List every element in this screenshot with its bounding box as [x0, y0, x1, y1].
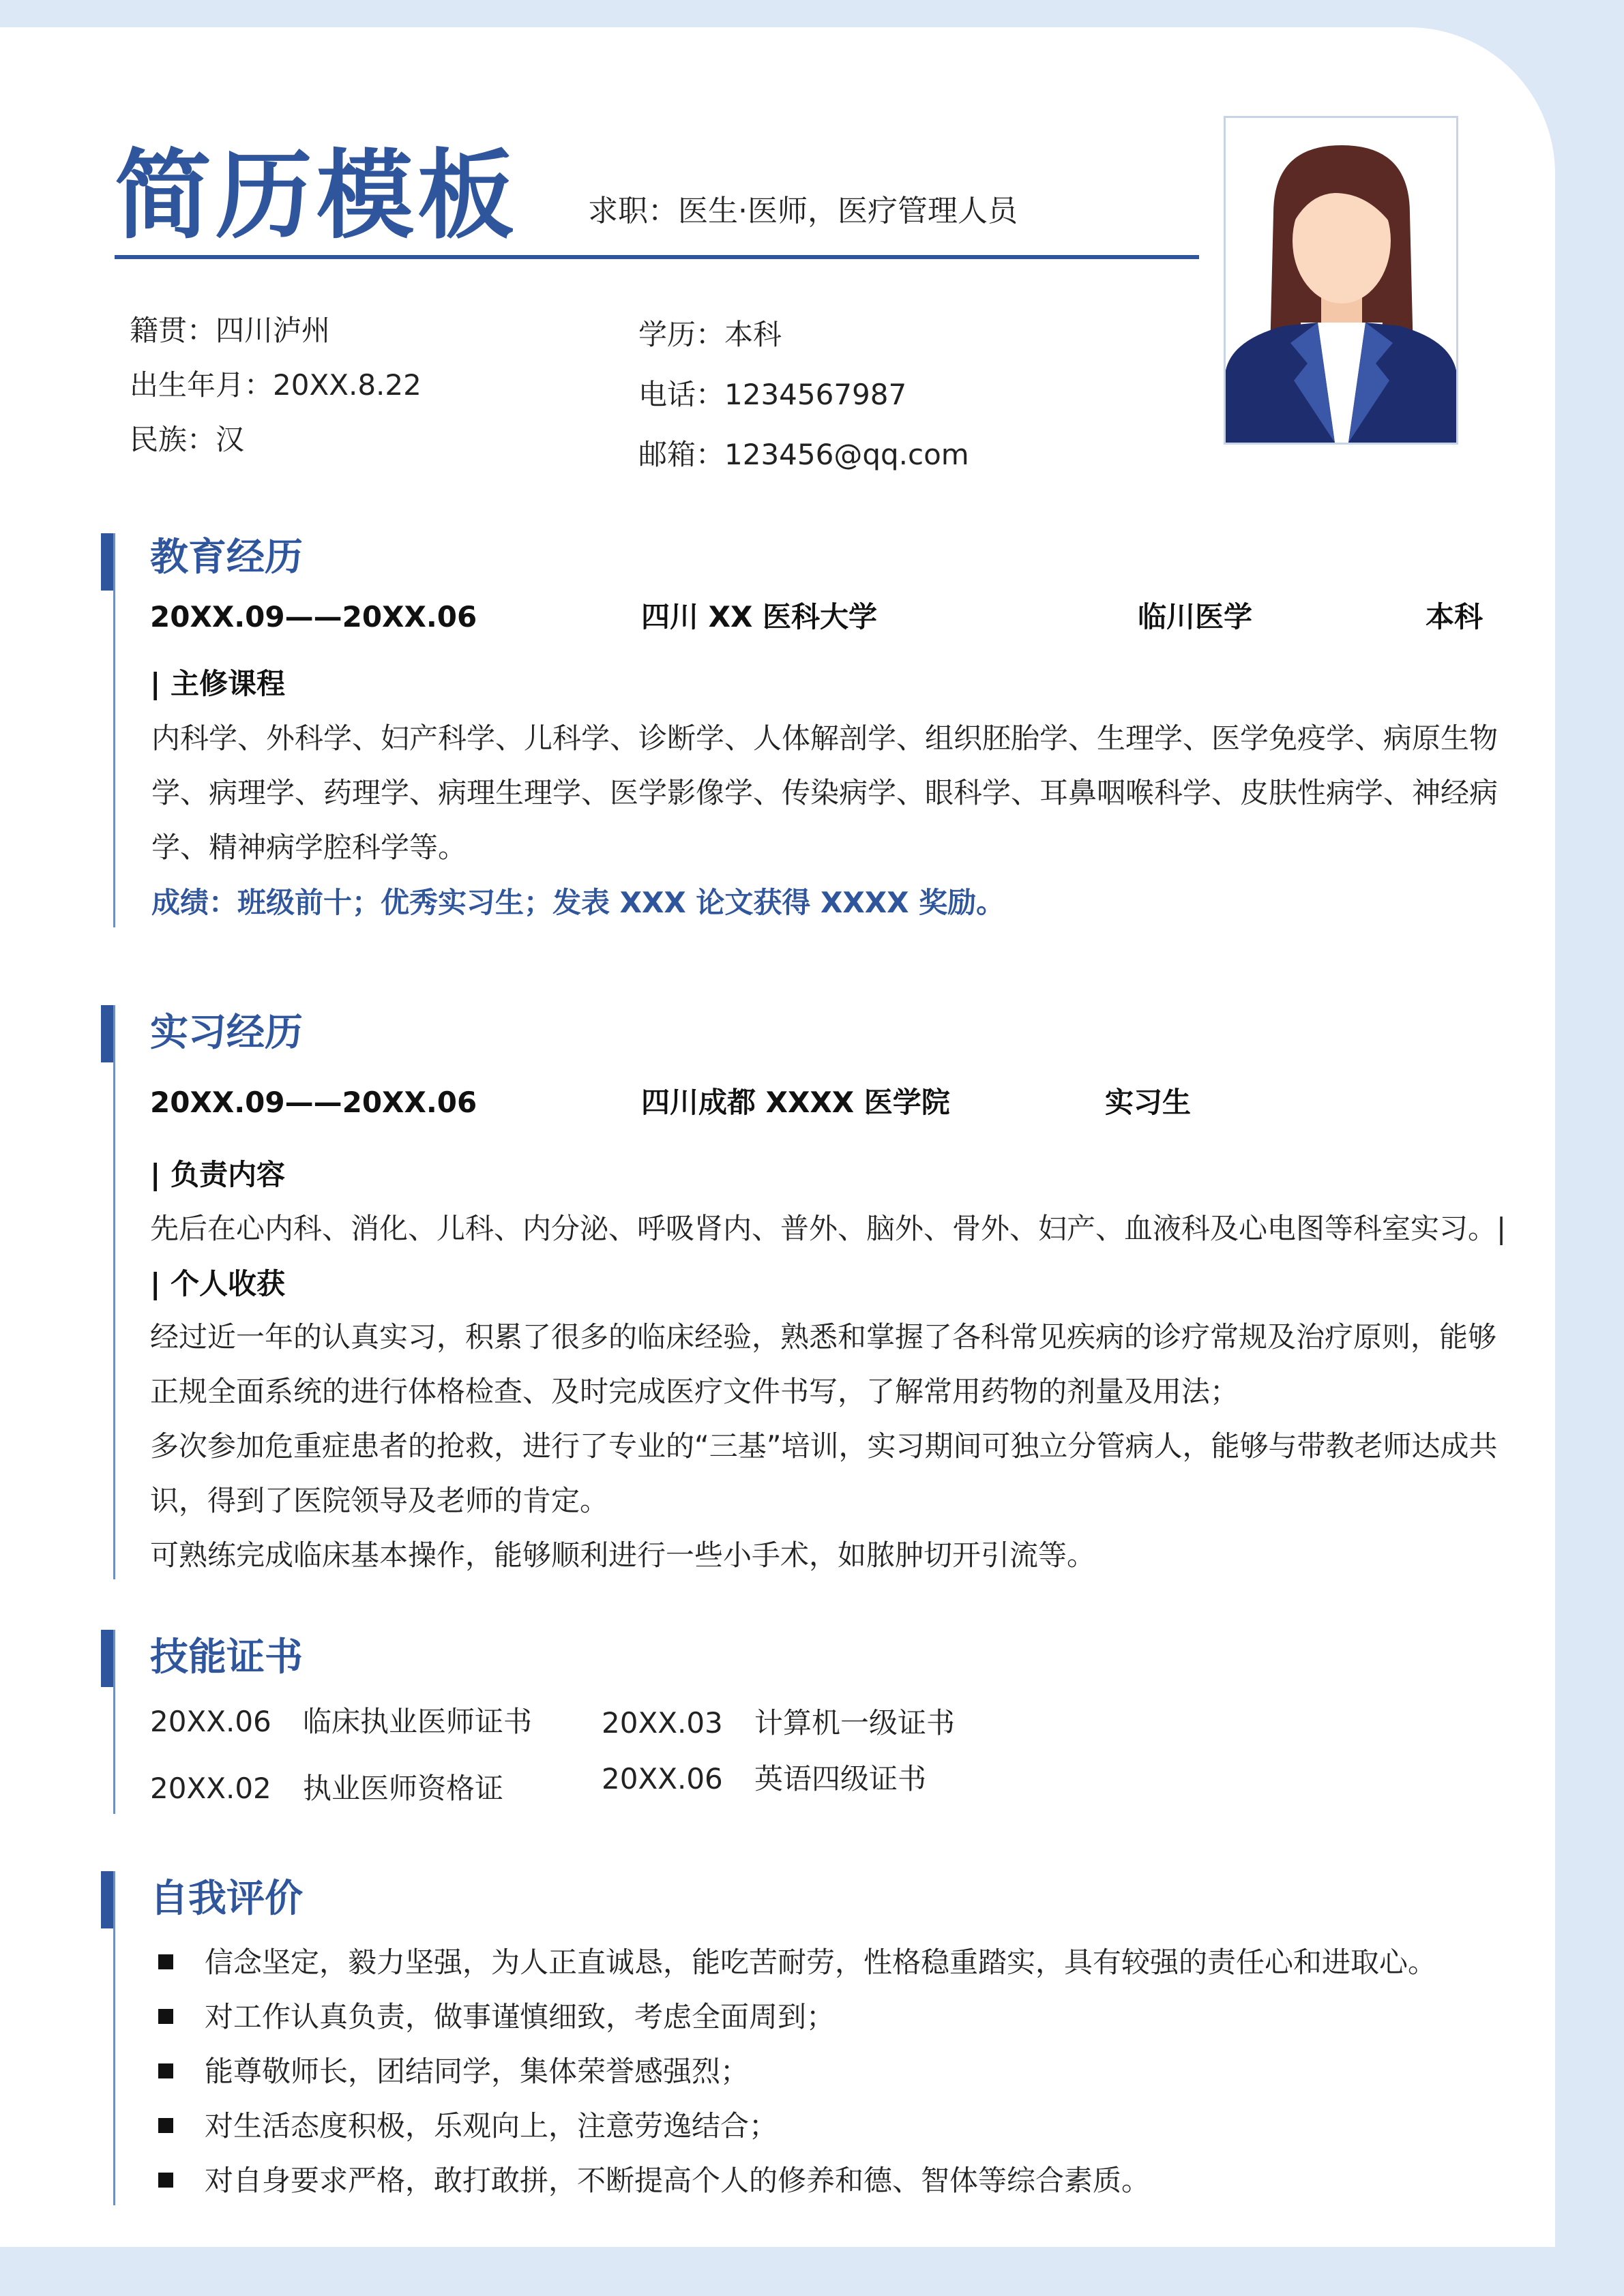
- courses-line: 内科学、外科学、妇产科学、儿科学、诊断学、人体解剖学、组织胚胎学、生理学、医学免疫学、病原生物: [151, 721, 1498, 755]
- internship-role: 实习生: [1105, 1086, 1192, 1119]
- gains-heading: | 个人收获: [150, 1267, 285, 1300]
- courses-text: [151, 711, 1509, 875]
- cert-date: 20XX.06: [150, 1705, 271, 1738]
- education-major: 临川医学: [1138, 600, 1253, 633]
- cert-date: 20XX.03: [602, 1706, 723, 1740]
- self-eval-item: 对生活态度积极，乐观向上，注意劳逸结合；: [158, 2108, 778, 2145]
- header-divider: [115, 255, 1199, 259]
- cert-name: 英语四级证书: [754, 1762, 927, 1795]
- cert-name: 执业医师资格证: [303, 1772, 504, 1805]
- resume-title: 简历模板: [115, 140, 518, 252]
- gains-line: 可熟练完成临床基本操作，能够顺利进行一些小手术，如脓肿切开引流等。: [150, 1538, 1096, 1572]
- self-eval-item: 能尊敬师长，团结同学，集体荣誉感强烈；: [158, 2053, 749, 2090]
- info-education: 学历：本科: [638, 318, 782, 351]
- bullet-square-icon: [158, 2009, 173, 2024]
- duties-heading: | 负责内容: [150, 1158, 285, 1191]
- internship-section-line: [113, 1005, 115, 1579]
- skills-section-line: [113, 1630, 115, 1814]
- internship-heading: 实习经历: [150, 1011, 303, 1055]
- job-target: 求职：医生·医师，医疗管理人员: [588, 194, 1018, 228]
- self-eval-heading: 自我评价: [150, 1877, 303, 1921]
- info-phone: 电话：1234567987: [638, 378, 907, 411]
- skills-section-marker: [101, 1630, 115, 1687]
- self-eval-section-line: [113, 1871, 115, 2205]
- gains-line: 正规全面系统的进行体格检查、及时完成医疗文件书写，了解常用药物的剂量及用法；: [150, 1375, 1239, 1408]
- info-email: 邮箱：123456@qq.com: [638, 438, 969, 471]
- avatar-illustration: [1226, 118, 1456, 443]
- info-ethnicity: 民族：汉: [130, 423, 245, 456]
- cert-date: 20XX.06: [602, 1762, 723, 1795]
- info-birth: 出生年月：20XX.8.22: [130, 368, 422, 402]
- education-period: 20XX.09——20XX.06: [150, 600, 477, 633]
- education-section-marker: [101, 533, 115, 591]
- info-origin: 籍贯：四川泸州: [130, 314, 331, 347]
- bullet-square-icon: [158, 2063, 173, 2078]
- education-school: 四川 XX 医科大学: [641, 600, 878, 633]
- self-eval-item: 对自身要求严格，敢打敢拼，不断提高个人的修养和德、智体等综合素质。: [158, 2162, 1150, 2199]
- self-eval-section-marker: [101, 1871, 115, 1928]
- duties-text: 先后在心内科、消化、儿科、内分泌、呼吸肾内、普外、脑外、骨外、妇产、血液科及心电图等科室实习。|: [150, 1212, 1507, 1245]
- education-achievement: 成绩：班级前十；优秀实习生；发表 XXX 论文获得 XXXX 奖励。: [151, 886, 1005, 919]
- education-section-line: [113, 533, 115, 927]
- gains-line: 识，得到了医院领导及老师的肯定。: [150, 1484, 609, 1517]
- gains-line: 经过近一年的认真实习，积累了很多的临床经验，熟悉和掌握了各科常见疾病的诊疗常规及治疗原则，能够: [150, 1320, 1497, 1354]
- courses-line: 学、精神病学腔科学等。: [151, 831, 467, 864]
- courses-line: 学、病理学、药理学、病理生理学、医学影像学、传染病学、眼科学、耳鼻咽喉科学、皮肤性病学、神经病: [151, 776, 1498, 809]
- self-eval-item: 对工作认真负责，做事谨慎细致，考虑全面周到；: [158, 1999, 835, 2036]
- gains-text: [150, 1310, 1507, 1583]
- profile-photo: [1224, 116, 1458, 445]
- cert-name: 计算机一级证书: [754, 1706, 956, 1740]
- bullet-square-icon: [158, 2118, 173, 2133]
- cert-date: 20XX.02: [150, 1772, 271, 1805]
- skills-heading: 技能证书: [150, 1635, 303, 1680]
- internship-org: 四川成都 XXXX 医学院: [641, 1086, 950, 1119]
- self-eval-item: 信念坚定，毅力坚强，为人正直诚恳，能吃苦耐劳，性格稳重踏实，具有较强的责任心和进取心。: [158, 1944, 1436, 1981]
- education-degree: 本科: [1426, 600, 1483, 633]
- education-heading: 教育经历: [150, 535, 303, 580]
- cert-name: 临床执业医师证书: [303, 1705, 533, 1738]
- internship-section-marker: [101, 1005, 115, 1062]
- bullet-square-icon: [158, 1954, 173, 1969]
- gains-line: 多次参加危重症患者的抢救，进行了专业的“三基”培训，实习期间可独立分管病人，能够与带教老师达成共: [150, 1429, 1498, 1463]
- internship-period: 20XX.09——20XX.06: [150, 1086, 477, 1119]
- bullet-square-icon: [158, 2173, 173, 2188]
- courses-heading: | 主修课程: [150, 667, 285, 700]
